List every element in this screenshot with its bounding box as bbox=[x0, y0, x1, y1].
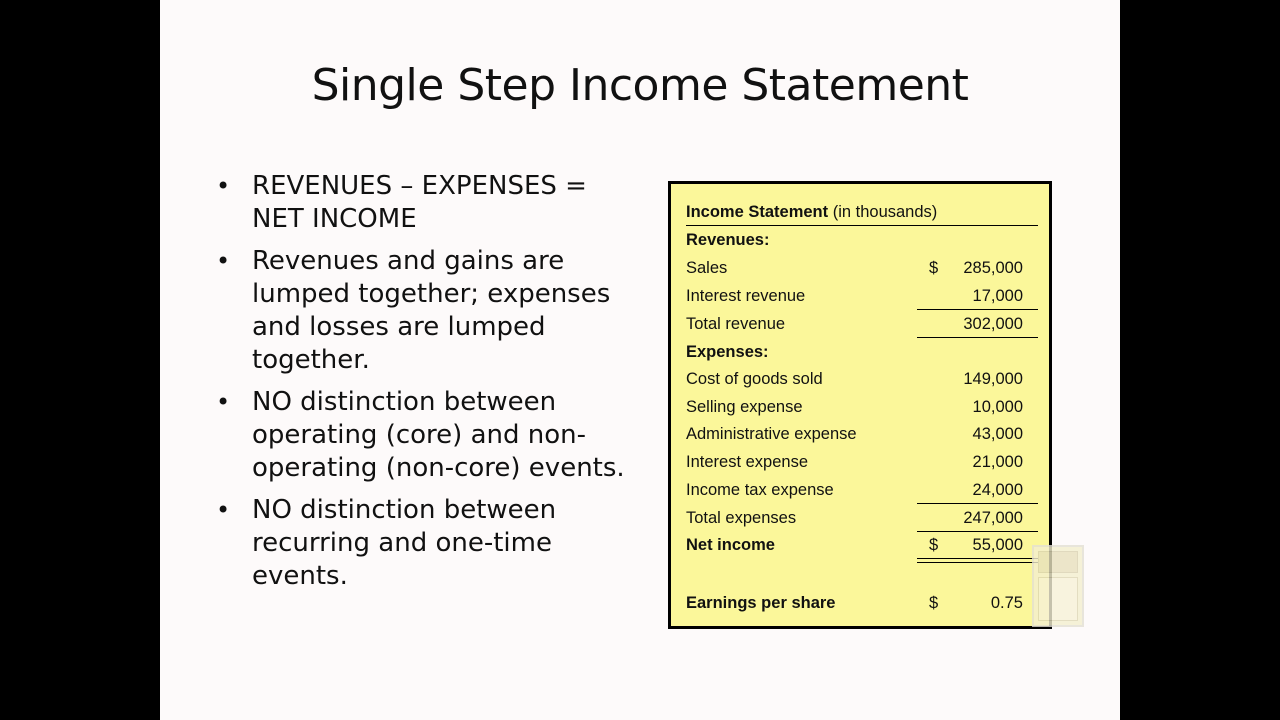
bullet-icon: • bbox=[216, 388, 231, 416]
double-underline bbox=[917, 562, 1038, 563]
decorative-widget-icon bbox=[1032, 545, 1084, 627]
bullet-icon: • bbox=[216, 496, 231, 524]
double-underline bbox=[917, 558, 1038, 559]
bullet-item: • REVENUES – EXPENSES = NET INCOME bbox=[216, 171, 587, 234]
statement-header: Income Statement (in thousands) bbox=[686, 203, 938, 221]
bullet-item: • NO distinction between recurring and one-time events. bbox=[216, 495, 557, 591]
row-interest-expense: Interest expense 21,000 bbox=[686, 453, 1023, 471]
expenses-heading: Expenses: bbox=[686, 343, 769, 361]
bullet-list bbox=[214, 170, 634, 602]
bullet-icon: • bbox=[216, 172, 231, 200]
row-admin-expense: Administrative expense 43,000 bbox=[686, 425, 1023, 443]
slide-title: Single Step Income Statement bbox=[311, 60, 969, 111]
income-statement-table bbox=[668, 181, 1052, 629]
row-interest-revenue: Interest revenue 17,000 bbox=[686, 287, 1023, 305]
row-total-revenue: Total revenue 302,000 bbox=[686, 315, 1023, 333]
row-sales: Sales $ 285,000 bbox=[686, 259, 1023, 277]
revenues-heading: Revenues: bbox=[686, 231, 770, 249]
bullet-item: • Revenues and gains are lumped together; expenses and losses are lumped together. bbox=[216, 246, 611, 375]
row-net-income: Net income $ 55,000 bbox=[686, 536, 1023, 554]
slide bbox=[160, 0, 1120, 720]
row-total-expenses: Total expenses 247,000 bbox=[686, 509, 1023, 527]
row-cogs: Cost of goods sold 149,000 bbox=[686, 370, 1023, 388]
row-selling-expense: Selling expense 10,000 bbox=[686, 398, 1023, 416]
row-income-tax: Income tax expense 24,000 bbox=[686, 481, 1023, 499]
bullet-item: • NO distinction between operating (core) and non-operating (non-core) events. bbox=[216, 387, 625, 483]
bullet-icon: • bbox=[216, 247, 231, 275]
row-eps: Earnings per share $ 0.75 bbox=[686, 594, 1023, 612]
